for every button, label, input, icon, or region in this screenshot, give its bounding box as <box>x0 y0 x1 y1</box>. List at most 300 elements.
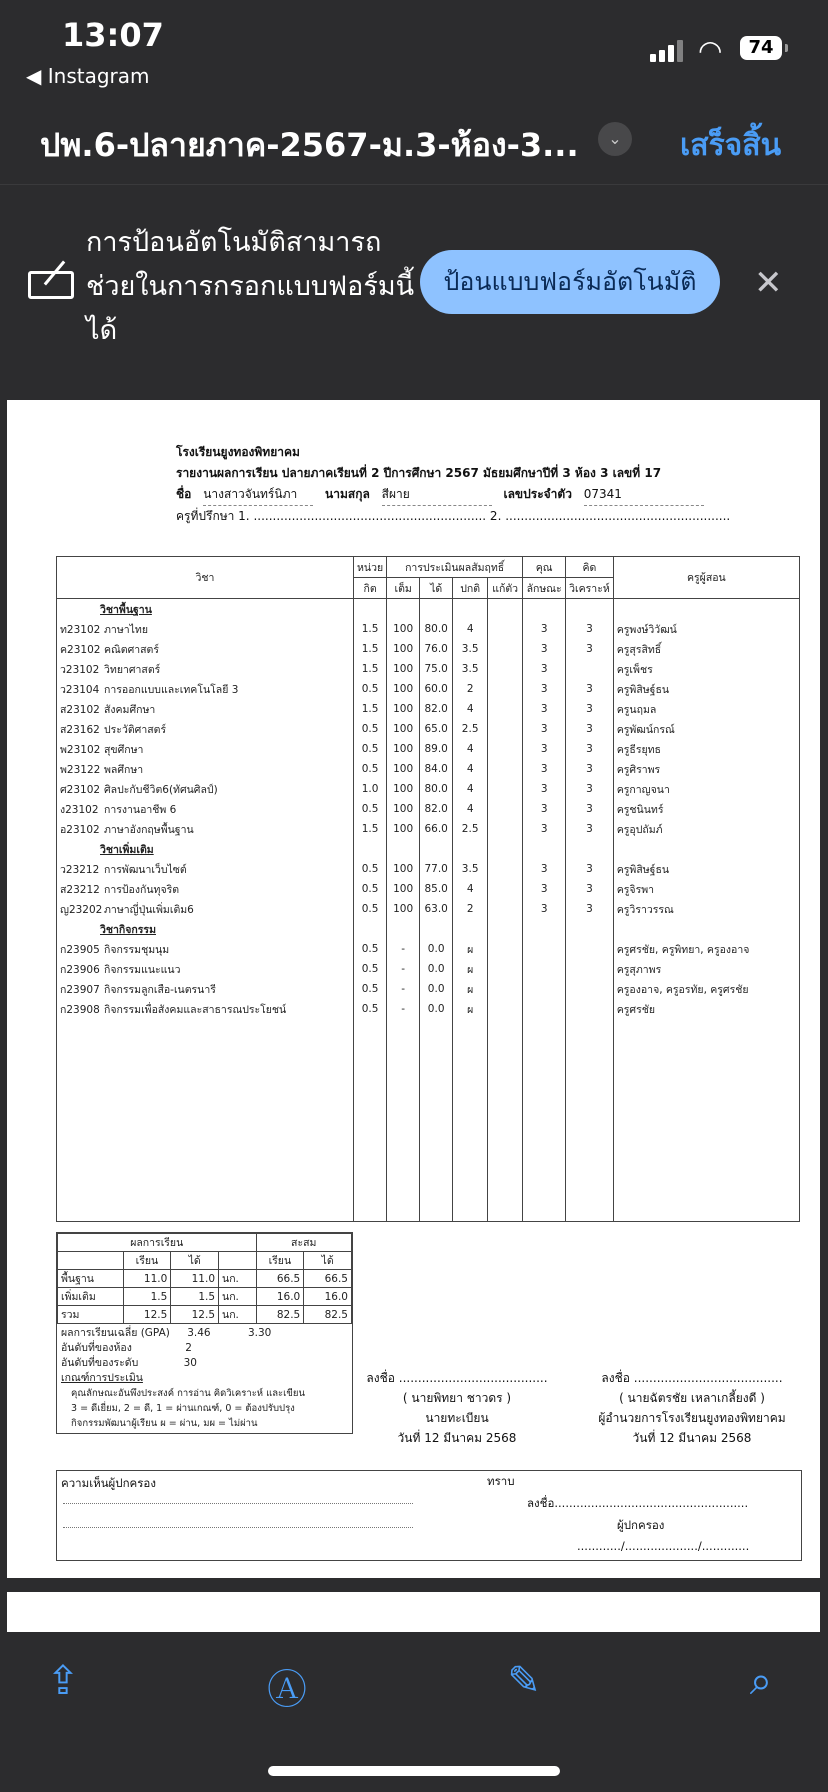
cell-grade: 3.5 <box>453 659 488 679</box>
cell-full: - <box>387 959 420 979</box>
back-to-instagram[interactable]: ◀ Instagram <box>26 64 150 88</box>
cell-full: 100 <box>387 799 420 819</box>
signer-role: นายทะเบียน <box>425 1411 489 1425</box>
table-row <box>57 939 800 959</box>
cell-grade: 4 <box>453 739 488 759</box>
summary-d: 66.5 <box>304 1270 352 1288</box>
cell-full: 100 <box>387 879 420 899</box>
cell-full: 100 <box>387 679 420 699</box>
summary-label: รวม <box>58 1306 124 1324</box>
cell-credit: 1.5 <box>354 659 387 679</box>
summary-c: 82.5 <box>256 1306 304 1324</box>
status-bar <box>0 0 828 100</box>
cell-teacher: ครูพิสิษฐ์ธน <box>613 679 799 699</box>
cell-grade: ผ <box>453 959 488 979</box>
summary-row <box>58 1288 352 1306</box>
table-row <box>57 679 800 699</box>
summary-label: พื้นฐาน <box>58 1270 124 1288</box>
cell-trait: 3 <box>523 879 566 899</box>
cell-fix <box>488 679 523 699</box>
cell-trait <box>523 999 566 1019</box>
subject-name: การงานอาชีพ 6 <box>104 803 177 816</box>
done-button[interactable]: เสร็จสิ้น <box>680 128 782 163</box>
cell-credit: 0.5 <box>354 979 387 999</box>
table-row <box>57 759 800 779</box>
form-fill-icon[interactable]: ✎ <box>507 1658 541 1704</box>
grade-table-body <box>57 599 800 1222</box>
cell-grade: 2 <box>453 899 488 919</box>
cell-trait: 3 <box>523 659 566 679</box>
summary-rows <box>58 1270 352 1324</box>
cell-think: 3 <box>566 639 614 659</box>
cell-fix <box>488 719 523 739</box>
cell-think: 3 <box>566 799 614 819</box>
trait-header-sub: ลักษณะ <box>523 578 566 599</box>
table-row <box>57 959 800 979</box>
cell-full: - <box>387 999 420 1019</box>
parent-signature-line: ลงชื่อ..................................................... <box>527 1496 749 1510</box>
table-row <box>57 979 800 999</box>
report-header <box>176 442 730 527</box>
signer-name: ( นายพิทยา ชาวดร ) <box>402 1391 512 1405</box>
gpa-label: ผลการเรียนเฉลี่ย (GPA) <box>61 1327 170 1339</box>
subject-name: กิจกรรมแนะแนว <box>104 963 181 976</box>
wifi-icon: ◠ <box>698 34 723 67</box>
cell-trait: 3 <box>523 759 566 779</box>
summary-study-header: เรียน <box>123 1252 171 1270</box>
share-icon[interactable]: ⇪ <box>46 1658 80 1704</box>
cell-grade: 4 <box>453 879 488 899</box>
summary-label: เพิ่มเติม <box>58 1288 124 1306</box>
got-header: ได้ <box>420 578 453 599</box>
cell-got: 80.0 <box>420 779 453 799</box>
cell-full: 100 <box>387 719 420 739</box>
cell-trait: 3 <box>523 799 566 819</box>
cell-think <box>566 939 614 959</box>
subject-code: ก23908 <box>60 1003 100 1016</box>
cell-credit: 1.5 <box>354 699 387 719</box>
summary-accum-header: สะสม <box>256 1234 352 1252</box>
cell-full: 100 <box>387 819 420 839</box>
director-signature <box>577 1368 807 1448</box>
school-name: โรงเรียนยูงทองพิทยาคม <box>176 445 300 459</box>
subject-code: ส23162 <box>60 723 100 736</box>
cell-got: 84.0 <box>420 759 453 779</box>
summary-a: 1.5 <box>123 1288 171 1306</box>
cell-teacher: ครูพัฒน์กรณ์ <box>613 719 799 739</box>
table-row <box>57 619 800 639</box>
summary-b: 11.0 <box>171 1270 219 1288</box>
cell-fix <box>488 659 523 679</box>
cell-think: 3 <box>566 679 614 699</box>
subject-name: ภาษาอังกฤษพื้นฐาน <box>104 823 194 836</box>
cell-trait: 3 <box>523 699 566 719</box>
credit-header-sub: กิต <box>354 578 387 599</box>
cell-think: 3 <box>566 719 614 739</box>
subject-header: วิชา <box>57 557 354 599</box>
cell-fix <box>488 879 523 899</box>
battery-icon: 74 <box>740 36 782 60</box>
cell-teacher: ครูธีรยุทธ <box>613 739 799 759</box>
summary-row <box>58 1270 352 1288</box>
cell-got: 66.0 <box>420 819 453 839</box>
subject-name: ศิลปะกับชีวิต6(ทัศนศิลป์) <box>104 783 218 796</box>
section-title: วิชาเพิ่มเติม <box>100 843 154 856</box>
cell-trait: 3 <box>523 719 566 739</box>
cell-credit: 0.5 <box>354 959 387 979</box>
summary-got-header: ได้ <box>171 1252 219 1270</box>
cell-fix <box>488 799 523 819</box>
subject-name: การป้องกันทุจริต <box>104 883 180 896</box>
student-id: 07341 <box>584 484 704 506</box>
subject-name: กิจกรรมเพื่อสังคมและสาธารณประโยชน์ <box>104 1003 287 1016</box>
table-row <box>57 799 800 819</box>
subject-code: ค23102 <box>60 643 101 656</box>
gpa-value: 3.46 <box>187 1327 211 1339</box>
gpa-accum: 3.30 <box>247 1327 272 1339</box>
cellular-signal-icon <box>650 40 686 62</box>
cell-trait: 3 <box>523 739 566 759</box>
subject-name: คณิตศาสตร์ <box>104 643 160 656</box>
cell-full: 100 <box>387 739 420 759</box>
cell-teacher: ครูกาญจนา <box>613 779 799 799</box>
clock: 13:07 <box>62 16 164 54</box>
subject-code: ว23212 <box>60 863 100 876</box>
cell-fix <box>488 699 523 719</box>
subject-code: ก23905 <box>60 943 100 956</box>
cell-teacher: ครูนฤมล <box>613 699 799 719</box>
summary-row <box>58 1306 352 1324</box>
cell-credit: 0.5 <box>354 799 387 819</box>
cell-fix <box>488 939 523 959</box>
cell-teacher: ครูพงษ์วิวัฒน์ <box>613 619 799 639</box>
cell-credit: 0.5 <box>354 739 387 759</box>
cell-think <box>566 979 614 999</box>
subject-code: ก23906 <box>60 963 100 976</box>
cell-think: 3 <box>566 699 614 719</box>
autofill-button[interactable]: ป้อนแบบฟอร์มอัตโนมัติ <box>420 250 720 314</box>
cell-grade: 4 <box>453 699 488 719</box>
cell-teacher: ครูศรชัย <box>613 999 799 1019</box>
cell-grade: 4 <box>453 779 488 799</box>
subject-name: กิจกรรมชุมนุม <box>104 943 170 956</box>
cell-fix <box>488 759 523 779</box>
table-row <box>57 919 800 939</box>
cell-credit: 0.5 <box>354 759 387 779</box>
cell-teacher: ครูจิรพา <box>613 879 799 899</box>
table-row <box>57 779 800 799</box>
summary-got-header: ได้ <box>304 1252 352 1270</box>
subject-name: ประวัติศาสตร์ <box>104 723 167 736</box>
summary-b: 1.5 <box>171 1288 219 1306</box>
cell-grade: 4 <box>453 619 488 639</box>
cell-grade: 3.5 <box>453 859 488 879</box>
table-filler <box>57 1019 800 1222</box>
cell-fix <box>488 739 523 759</box>
summary-d: 16.0 <box>304 1288 352 1306</box>
autofill-banner <box>0 185 828 381</box>
cell-teacher: ครูวิราวรรณ <box>613 899 799 919</box>
cell-trait <box>523 979 566 999</box>
table-row <box>57 879 800 899</box>
cell-credit: 0.5 <box>354 899 387 919</box>
subject-code: อ23102 <box>60 823 100 836</box>
cell-grade: 2 <box>453 679 488 699</box>
cell-think: 3 <box>566 759 614 779</box>
cell-trait <box>523 939 566 959</box>
cell-think: 3 <box>566 899 614 919</box>
cell-grade: 4 <box>453 799 488 819</box>
cell-credit: 0.5 <box>354 719 387 739</box>
next-pdf-page <box>7 1592 820 1632</box>
markup-icon[interactable]: Ⓐ <box>267 1667 307 1713</box>
cell-got: 0.0 <box>420 939 453 959</box>
cell-fix <box>488 999 523 1019</box>
parent-comment-box <box>56 1470 802 1561</box>
signature-line: ลงชื่อ ....................................... <box>601 1371 783 1385</box>
cell-fix <box>488 979 523 999</box>
cell-got: 80.0 <box>420 619 453 639</box>
normal-header: ปกติ <box>453 578 488 599</box>
summary-c: 66.5 <box>256 1270 304 1288</box>
cell-got: 0.0 <box>420 959 453 979</box>
fix-header: แก้ตัว <box>488 578 523 599</box>
summary-box <box>56 1232 353 1434</box>
section-title: วิชาพื้นฐาน <box>100 603 152 616</box>
cell-fix <box>488 639 523 659</box>
subject-code: ว23102 <box>60 663 100 676</box>
cell-teacher: ครูพิสิษฐ์ธน <box>613 859 799 879</box>
cell-credit: 0.5 <box>354 999 387 1019</box>
subject-code: ศ23102 <box>60 783 101 796</box>
summary-u: นก. <box>219 1270 256 1288</box>
cell-got: 63.0 <box>420 899 453 919</box>
subject-code: ก23907 <box>60 983 100 996</box>
signature-line: ลงชื่อ ....................................... <box>366 1371 548 1385</box>
chevron-down-icon[interactable]: ⌄ <box>598 122 632 156</box>
autofill-message: การป้อนอัตโนมัติสามารถช่วยในการกรอกแบบฟอร์มนี้ได้ <box>86 227 415 346</box>
document-title[interactable]: ปพ.6-ปลายภาค-2567-ม.3-ห้อง-3... <box>40 126 579 164</box>
cell-trait: 3 <box>523 679 566 699</box>
table-row <box>57 699 800 719</box>
cell-got: 65.0 <box>420 719 453 739</box>
subject-code: ส23102 <box>60 703 100 716</box>
cell-full: 100 <box>387 659 420 679</box>
think-header-sub: วิเคราะห์ <box>566 578 614 599</box>
subject-name: พลศึกษา <box>104 763 144 776</box>
form-fill-icon <box>28 271 74 299</box>
cell-trait: 3 <box>523 639 566 659</box>
cell-credit: 0.5 <box>354 859 387 879</box>
criteria-line: 3 = ดีเยี่ยม, 2 = ดี, 1 = ผ่านเกณฑ์, 0 = ต้องปรับปรุง <box>71 1403 295 1414</box>
summary-c: 16.0 <box>256 1288 304 1306</box>
signer-role: ผู้อำนวยการโรงเรียนยูงทองพิทยาคม <box>598 1411 786 1425</box>
cell-got: 85.0 <box>420 879 453 899</box>
cell-teacher: ครูอุปถัมภ์ <box>613 819 799 839</box>
cell-think <box>566 999 614 1019</box>
table-row <box>57 839 800 859</box>
subject-name: กิจกรรมลูกเสือ-เนตรนารี <box>104 983 216 996</box>
surname-label: นามสกุล <box>325 487 370 501</box>
search-icon[interactable]: ⌕ <box>749 1658 773 1704</box>
close-icon[interactable]: ✕ <box>754 263 783 303</box>
section-title: วิชากิจกรรม <box>100 923 156 936</box>
cell-got: 77.0 <box>420 859 453 879</box>
cell-full: 100 <box>387 639 420 659</box>
cell-got: 75.0 <box>420 659 453 679</box>
cell-teacher: ครูเพ็ชร <box>613 659 799 679</box>
cell-teacher: ครูศิราพร <box>613 759 799 779</box>
cell-full: 100 <box>387 779 420 799</box>
student-surname: สีผาย <box>382 484 492 506</box>
subject-name: การพัฒนาเว็บไซต์ <box>104 863 187 876</box>
summary-u: นก. <box>219 1288 256 1306</box>
subject-name: สังคมศึกษา <box>104 703 156 716</box>
cell-think <box>566 959 614 979</box>
cell-got: 76.0 <box>420 639 453 659</box>
cell-think: 3 <box>566 819 614 839</box>
comment-line <box>63 1527 413 1528</box>
cell-grade: ผ <box>453 999 488 1019</box>
table-row <box>57 899 800 919</box>
cell-grade: 2.5 <box>453 819 488 839</box>
registrar-signature <box>352 1368 562 1448</box>
acknowledge-label: ทราบ <box>487 1474 515 1488</box>
cell-fix <box>488 859 523 879</box>
summary-blank <box>58 1252 124 1270</box>
rank-level: 30 <box>183 1357 197 1369</box>
cell-teacher: ครูชนินทร์ <box>613 799 799 819</box>
criteria-line: คุณลักษณะอันพึงประสงค์ การอ่าน คิดวิเคราะห์ และเขียน <box>71 1388 305 1399</box>
subject-code: ง23102 <box>60 803 99 816</box>
cell-got: 82.0 <box>420 799 453 819</box>
cell-trait: 3 <box>523 619 566 639</box>
cell-think: 3 <box>566 739 614 759</box>
cell-teacher: ครูศรชัย, ครูพิทยา, ครูองอาจ <box>613 939 799 959</box>
cell-trait: 3 <box>523 819 566 839</box>
cell-grade: ผ <box>453 939 488 959</box>
subject-code: ส23212 <box>60 883 100 896</box>
cell-grade: 2.5 <box>453 719 488 739</box>
cell-think: 3 <box>566 879 614 899</box>
cell-trait: 3 <box>523 859 566 879</box>
subject-name: ภาษาไทย <box>104 623 148 636</box>
summary-result-header: ผลการเรียน <box>58 1234 257 1252</box>
id-label: เลขประจำตัว <box>503 487 572 501</box>
sign-date: วันที่ 12 มีนาคม 2568 <box>632 1431 752 1445</box>
rank-room: 2 <box>185 1342 192 1354</box>
subject-name: สุขศึกษา <box>104 743 144 756</box>
cell-got: 82.0 <box>420 699 453 719</box>
cell-full: 100 <box>387 859 420 879</box>
subject-code: พ23102 <box>60 743 101 756</box>
advisor-line: ครูที่ปรึกษา 1. ............................................................. 2. ........................................................... <box>176 509 731 523</box>
summary-b: 12.5 <box>171 1306 219 1324</box>
table-row <box>57 659 800 679</box>
table-row <box>57 639 800 659</box>
credit-header: หน่วย <box>354 557 387 578</box>
assessment-header: การประเมินผลสัมฤทธิ์ <box>387 557 523 578</box>
cell-full: 100 <box>387 759 420 779</box>
student-name: นางสาวจันทร์นิภา <box>203 484 313 506</box>
summary-a: 11.0 <box>123 1270 171 1288</box>
cell-full: 100 <box>387 619 420 639</box>
cell-full: 100 <box>387 899 420 919</box>
table-row <box>57 739 800 759</box>
cell-credit: 1.5 <box>354 819 387 839</box>
name-label: ชื่อ <box>176 487 192 501</box>
pdf-page <box>7 400 820 1578</box>
cell-grade: 3.5 <box>453 639 488 659</box>
cell-think <box>566 659 614 679</box>
parent-role: ผู้ปกครอง <box>617 1518 665 1532</box>
cell-full: - <box>387 979 420 999</box>
criteria-line: กิจกรรมพัฒนาผู้เรียน ผ = ผ่าน, มผ = ไม่ผ่าน <box>71 1418 258 1429</box>
cell-teacher: ครูองอาจ, ครูอรทัย, ครูศรชัย <box>613 979 799 999</box>
subject-code: ท23102 <box>60 623 101 636</box>
cell-teacher: ครูสุภาพร <box>613 959 799 979</box>
cell-fix <box>488 779 523 799</box>
cell-grade: ผ <box>453 979 488 999</box>
cell-trait <box>523 959 566 979</box>
subject-code: พ23122 <box>60 763 101 776</box>
cell-got: 89.0 <box>420 739 453 759</box>
rank-room-label: อันดับที่ของห้อง <box>61 1342 132 1354</box>
cell-credit: 0.5 <box>354 679 387 699</box>
parent-date: ............/..................../............. <box>577 1539 750 1553</box>
summary-study-header: เรียน <box>256 1252 304 1270</box>
summary-d: 82.5 <box>304 1306 352 1324</box>
cell-trait: 3 <box>523 779 566 799</box>
subject-code: ว23104 <box>60 683 100 696</box>
subject-name: การออกแบบและเทคโนโลยี 3 <box>104 683 239 696</box>
cell-credit: 1.0 <box>354 779 387 799</box>
cell-think: 3 <box>566 859 614 879</box>
cell-got: 0.0 <box>420 979 453 999</box>
summary-a: 12.5 <box>123 1306 171 1324</box>
summary-blank <box>219 1252 256 1270</box>
table-row <box>57 819 800 839</box>
cell-think: 3 <box>566 619 614 639</box>
report-subtitle: รายงานผลการเรียน ปลายภาคเรียนที่ 2 ปีการศึกษา 2567 มัธยมศึกษาปีที่ 3 ห้อง 3 เลขที่ 17 <box>176 466 662 480</box>
table-row <box>57 999 800 1019</box>
cell-fix <box>488 619 523 639</box>
table-row <box>57 599 800 620</box>
table-row <box>57 859 800 879</box>
cell-got: 60.0 <box>420 679 453 699</box>
signer-name: ( นายฉัตรชัย เหลาเกลี้ยงดี ) <box>619 1391 765 1405</box>
teacher-header: ครูผู้สอน <box>613 557 799 599</box>
document-nav-bar <box>0 100 828 185</box>
comment-line <box>63 1503 413 1504</box>
trait-header: คุณ <box>523 557 566 578</box>
cell-credit: 1.5 <box>354 619 387 639</box>
cell-credit: 0.5 <box>354 939 387 959</box>
sign-date: วันที่ 12 มีนาคม 2568 <box>397 1431 517 1445</box>
parent-comment-label: ความเห็นผู้ปกครอง <box>61 1476 156 1490</box>
summary-u: นก. <box>219 1306 256 1324</box>
subject-name: ภาษาญี่ปุ่นเพิ่มเติม6 <box>104 903 194 916</box>
cell-think: 3 <box>566 779 614 799</box>
rank-level-label: อันดับที่ของระดับ <box>61 1357 139 1369</box>
think-header: คิด <box>566 557 614 578</box>
full-header: เต็ม <box>387 578 420 599</box>
cell-credit: 1.5 <box>354 639 387 659</box>
table-row <box>57 719 800 739</box>
cell-fix <box>488 819 523 839</box>
cell-got: 0.0 <box>420 999 453 1019</box>
cell-credit: 0.5 <box>354 879 387 899</box>
